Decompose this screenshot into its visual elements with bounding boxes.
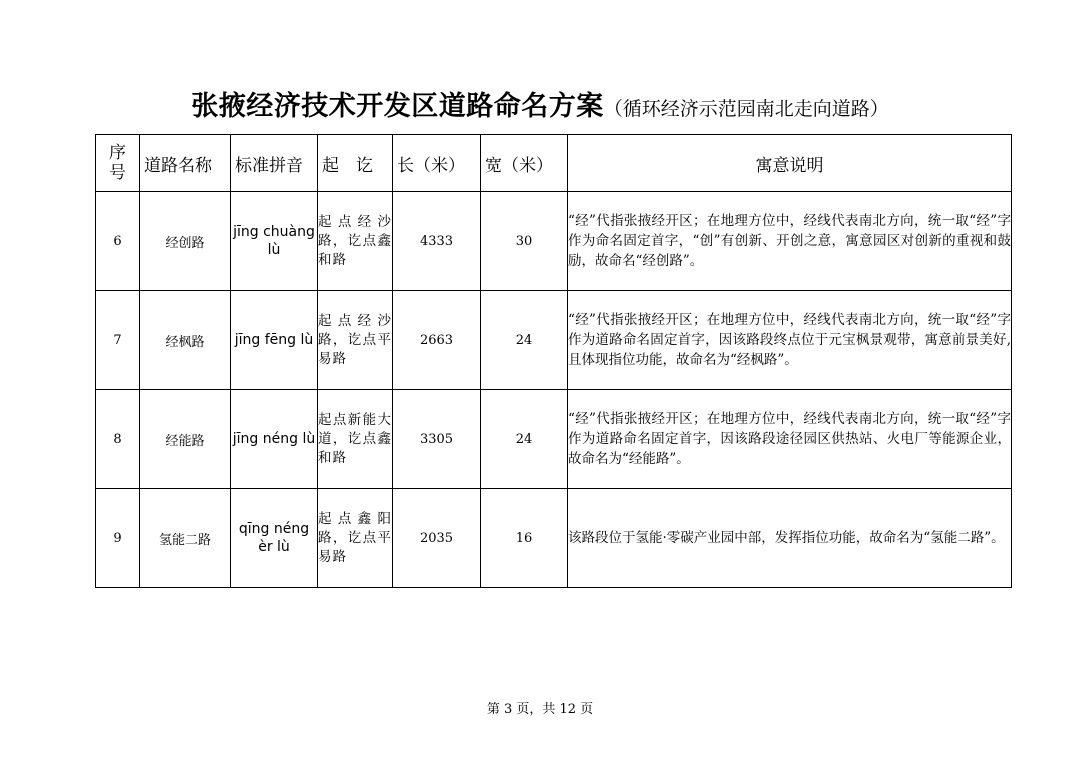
table-row xyxy=(96,291,1012,390)
row-road-name: 经能路 xyxy=(140,390,231,489)
row-length: 2035 xyxy=(393,489,481,588)
header-width: 宽（米） xyxy=(481,135,568,192)
header-length: 长（米） xyxy=(393,135,481,192)
header-pinyin: 标准拼音 xyxy=(231,135,318,192)
row-width: 24 xyxy=(481,291,568,390)
row-meaning: “经”代指张掖经开区；在地理方位中，经线代表南北方向，统一取“经”字作为道路命名固定首字，因该路段终点位于元宝枫景观带，寓意前景美好,且体现指位功能，故命名为“经枫路”。 xyxy=(568,291,1012,390)
table-row xyxy=(96,192,1012,291)
row-road-name: 氢能二路 xyxy=(140,489,231,588)
row-pinyin: jīng chuàng lù xyxy=(231,192,318,291)
row-meaning: “经”代指张掖经开区；在地理方位中，经线代表南北方向，统一取“经”字作为命名固定首字，“创”有创新、开创之意，寓意园区对创新的重视和鼓励，故命名“经创路”。 xyxy=(568,192,1012,291)
header-road-name: 道路名称 xyxy=(140,135,231,192)
row-width: 16 xyxy=(481,489,568,588)
document-title-block xyxy=(0,84,1080,123)
header-meaning: 寓意说明 xyxy=(568,135,1012,192)
header-range: 起 讫 xyxy=(318,135,393,192)
row-seq: 7 xyxy=(96,291,140,390)
row-range: 起点新能大道，讫点鑫和路 xyxy=(318,390,393,489)
row-meaning: “经”代指张掖经开区；在地理方位中，经线代表南北方向，统一取“经”字作为道路命名固定首字，因该路段途径园区供热站、火电厂等能源企业，故命名为“经能路”。 xyxy=(568,390,1012,489)
row-range: 起点经沙路，讫点鑫和路 xyxy=(318,192,393,291)
road-naming-table xyxy=(95,134,1012,588)
header-seq xyxy=(96,135,140,192)
row-pinyin: jīng fēng lù xyxy=(231,291,318,390)
row-pinyin: jīng néng lù xyxy=(231,390,318,489)
row-length: 3305 xyxy=(393,390,481,489)
row-length: 4333 xyxy=(393,192,481,291)
row-meaning: 该路段位于氢能·零碳产业园中部，发挥指位功能，故命名为“氢能二路”。 xyxy=(568,489,1012,588)
row-seq: 8 xyxy=(96,390,140,489)
row-road-name: 经创路 xyxy=(140,192,231,291)
row-width: 24 xyxy=(481,390,568,489)
row-width: 30 xyxy=(481,192,568,291)
table-row xyxy=(96,390,1012,489)
header-seq-label: 序号 xyxy=(109,143,126,183)
table-row xyxy=(96,489,1012,588)
table-header-row xyxy=(96,135,1012,192)
row-length: 2663 xyxy=(393,291,481,390)
document-title: 张掖经济技术开发区道路命名方案 xyxy=(191,91,604,122)
row-seq: 9 xyxy=(96,489,140,588)
document-subtitle: （循环经济示范园南北走向道路） xyxy=(603,98,889,120)
row-range: 起点经沙路，讫点平易路 xyxy=(318,291,393,390)
row-road-name: 经枫路 xyxy=(140,291,231,390)
page-footer: 第 3 页，共 12 页 xyxy=(486,702,594,717)
row-range: 起点鑫阳路，讫点平易路 xyxy=(318,489,393,588)
row-pinyin: qīng néng èr lù xyxy=(231,489,318,588)
row-seq: 6 xyxy=(96,192,140,291)
